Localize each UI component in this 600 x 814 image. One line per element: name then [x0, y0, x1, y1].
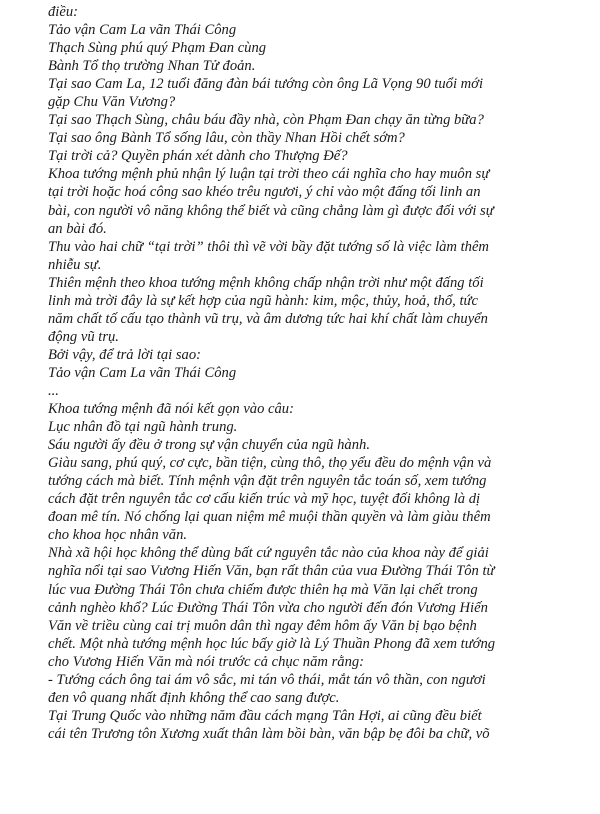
text-line: Thu vào hai chữ “tại trời” thôi thì vẽ vời bầy đặt tướng số là việc làm thêm: [48, 238, 489, 255]
text-line: cách đặt trên nguyên tắc cơ cấu kiến trúc và mỹ học, tuyệt đối không là dị: [48, 491, 481, 508]
text-line: Bành Tổ thọ trường Nhan Tử đoản.: [48, 58, 256, 75]
text-line: ...: [48, 382, 59, 399]
text-line: điều:: [48, 4, 78, 20]
text-line: - Tướng cách ông tai ám vô sắc, mi tán vô thái, mắt tán vô thần, con ngươi: [48, 671, 486, 688]
text-line: Khoa tướng mệnh phủ nhận lý luận tại trời theo cái nghĩa cho hay muôn sự: [48, 166, 490, 183]
text-line: nhiễu sự.: [48, 256, 102, 273]
text-line: Tại sao ông Bành Tổ sống lâu, còn thầy Nhan Hồi chết sớm?: [48, 130, 405, 147]
text-line: Thạch Sùng phú quý Phạm Đan cùng: [48, 40, 267, 57]
text-line: Nhà xã hội học không thể dùng bất cứ nguyên tắc nào của khoa này để giải: [48, 545, 489, 562]
text-line: cảnh nghèo khổ? Lúc Đường Thái Tôn vừa cho người đến đón Vương Hiến: [48, 599, 488, 616]
text-line: Tại sao Thạch Sùng, châu báu đầy nhà, còn Phạm Đan chạy ăn từng bữa?: [48, 112, 484, 129]
text-line: Tảo vận Cam La vãn Thái Công: [48, 22, 237, 39]
text-line: cho Vương Hiến Văn mà nói trước cả chục năm rằng:: [48, 653, 365, 670]
text-line: gặp Chu Văn Vương?: [48, 94, 176, 111]
text-line: Sáu người ấy đều ở trong sự vận chuyển của ngũ hành.: [48, 437, 370, 454]
text-line: cho khoa học nhân văn.: [48, 527, 188, 544]
text-line: lúc vua Đường Thái Tôn chưa chiếm được thiên hạ mà Văn lại chết trong: [48, 581, 478, 598]
text-line: Lục nhân đồ tại ngũ hành trung.: [48, 419, 238, 436]
text-line: Tảo vận Cam La vãn Thái Công: [48, 364, 237, 381]
text-line: chết. Một nhà tướng mệnh học lúc bấy giờ là Lý Thuần Phong đã xem tướng: [48, 635, 496, 652]
text-line: linh mà trời đây là sự kết hợp của ngũ hành: kim, mộc, thủy, hoả, thổ, tức: [48, 292, 478, 309]
text-line: Bởi vậy, để trả lời tại sao:: [48, 346, 201, 363]
text-line: Giàu sang, phú quý, cơ cực, bần tiện, cùng thô, thọ yểu đều do mệnh vận và: [48, 455, 492, 472]
text-line: Văn về triều cùng cai trị muôn dân thì ngay đêm hôm ấy Văn bị bạo bệnh: [48, 617, 477, 634]
text-line: nghĩa nổi tại sao Vương Hiến Văn, bạn rất thân của vua Đường Thái Tôn từ: [48, 563, 495, 580]
text-line: đen vô quang nhất định không thể cao sang được.: [48, 689, 340, 706]
text-line: tại trời hoặc hoá công sao khéo trêu ngươi, ý chỉ vào một đấng tối linh an: [48, 184, 481, 201]
text-line: Thiên mệnh theo khoa tướng mệnh không chấp nhận trời như một đấng tối: [48, 274, 484, 291]
text-line: an bài đó.: [48, 220, 107, 237]
text-line: cái tên Trương tôn Xương xuất thân làm bồi bàn, văn bập bẹ đôi ba chữ, võ: [48, 725, 490, 742]
text-line: Khoa tướng mệnh đã nói kết gọn vào câu:: [48, 401, 294, 418]
text-line: bài, con người vô năng không thể biết và cũng chẳng làm gì được đối với sự: [48, 202, 494, 219]
text-line: Tại Trung Quốc vào những năm đầu cách mạng Tân Hợi, ai cũng đều biết: [48, 707, 482, 724]
text-line: động vũ trụ.: [48, 328, 119, 345]
text-line: Tại trời cả? Quyền phán xét dành cho Thượng Đế?: [48, 148, 348, 165]
text-line: Tại sao Cam La, 12 tuổi đăng đàn bái tướng còn ông Lã Vọng 90 tuổi mới: [48, 76, 484, 93]
text-line: đoan mê tín. Nó chống lại quan niệm mê muội thần quyền và làm giàu thêm: [48, 509, 491, 526]
text-line: tướng cách mà biết. Tính mệnh vận đặt trên nguyên tắc toán số, xem tướng: [48, 473, 487, 490]
document-page: [48, 3, 568, 743]
text-line: năm chất tố cấu tạo thành vũ trụ, và âm dương tức hai khí chất làm chuyển: [48, 310, 488, 327]
